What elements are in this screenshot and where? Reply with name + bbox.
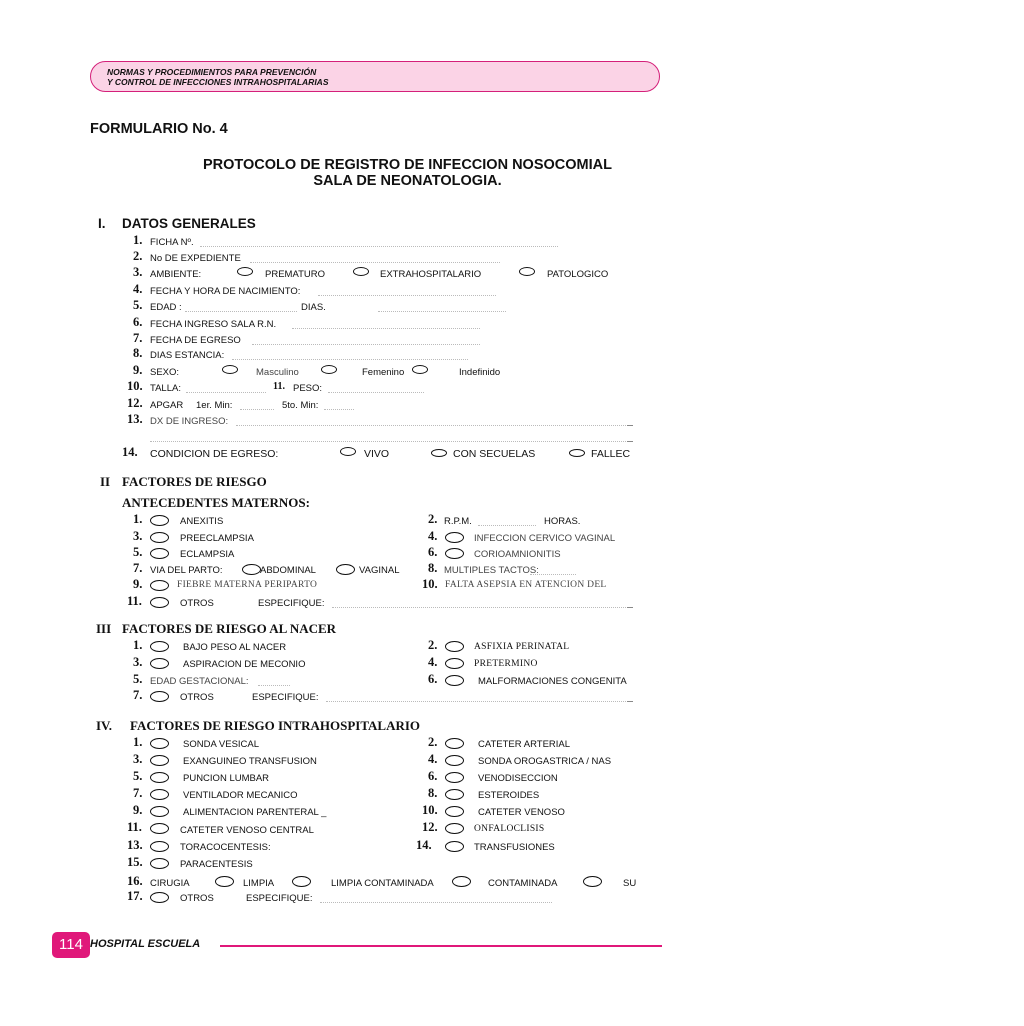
item-number: 2. (428, 735, 438, 749)
bajo-peso-label: BAJO PESO AL NACER (183, 642, 287, 653)
edad-gestacional-label: EDAD GESTACIONAL: (150, 676, 249, 687)
exanguineo-checkbox[interactable] (150, 755, 169, 766)
abdominal-label: ABDOMINAL (260, 565, 316, 576)
protocol-title-line-1: PROTOCOLO DE REGISTRO DE INFECCION NOSOCOMIAL (203, 157, 612, 173)
otros-intrahospitalario-field[interactable] (320, 902, 552, 903)
horas-label: HORAS. (544, 516, 581, 527)
section-2-subtitle: ANTECEDENTES MATERNOS: (122, 495, 310, 510)
otros-nacer-checkbox[interactable] (150, 691, 169, 702)
peso-field[interactable] (328, 392, 424, 393)
apgar-1min-field[interactable] (240, 409, 274, 410)
header-line-1: NORMAS Y PROCEDIMIENTOS PARA PREVENCIÓN (107, 67, 317, 77)
sonda-vesical-label: SONDA VESICAL (183, 739, 260, 750)
asfixia-checkbox[interactable] (445, 641, 464, 652)
item-number: 10. (127, 379, 143, 393)
pretermino-label: PRETERMINO (474, 659, 538, 669)
corioamnionitis-checkbox[interactable] (445, 548, 464, 559)
paracentesis-label: PARACENTESIS (180, 859, 253, 870)
item-number: 11. (127, 820, 142, 834)
item-number: 6. (428, 769, 438, 783)
toracocentesis-checkbox[interactable] (150, 841, 169, 852)
item-number: 9. (133, 803, 143, 817)
exanguineo-label: EXANGUINEO TRANSFUSION (183, 756, 317, 767)
section-4-title: FACTORES DE RIESGO INTRAHOSPITALARIO (130, 718, 421, 733)
dx-ingreso-field-2[interactable] (150, 441, 626, 442)
sexo-label: SEXO: (150, 367, 180, 378)
cateter-central-label: CATETER VENOSO CENTRAL (180, 825, 314, 836)
item-number: 1. (133, 735, 143, 749)
edad-label: EDAD : (150, 302, 182, 313)
fallecido-label: FALLEC (591, 448, 631, 460)
item-number: 13. (127, 838, 143, 852)
especifique-label: ESPECIFIQUE: (258, 598, 325, 609)
item-number: 1. (133, 512, 143, 526)
anexitis-checkbox[interactable] (150, 515, 169, 526)
contaminada-label: CONTAMINADA (488, 878, 558, 889)
otros-maternos-checkbox[interactable] (150, 597, 169, 608)
bajo-peso-checkbox[interactable] (150, 641, 169, 652)
venodiseccion-checkbox[interactable] (445, 772, 464, 783)
patologico-label: PATOLOGICO (547, 269, 609, 280)
vivo-radio[interactable] (340, 447, 356, 456)
corioamnionitis-label: CORIOAMNIONITIS (474, 549, 561, 560)
item-number: 5. (133, 672, 143, 686)
nacimiento-field[interactable] (318, 295, 496, 296)
estancia-label: DIAS ESTANCIA: (150, 350, 225, 361)
footer-rule (220, 945, 662, 947)
sucia-radio[interactable] (583, 876, 602, 887)
item-number: 7. (133, 561, 143, 575)
egreso-label: FECHA DE EGRESO (150, 335, 241, 346)
otros-intrahospitalario-label: OTROS (180, 893, 214, 904)
apgar-5min-field[interactable] (324, 409, 354, 410)
apgar-label: APGAR (150, 400, 184, 411)
item-number: 7. (133, 786, 143, 800)
item-number: 7. (133, 331, 143, 345)
sonda-orogastrica-checkbox[interactable] (445, 755, 464, 766)
apgar-1min-label: 1er. Min: (196, 400, 233, 411)
eclampsia-checkbox[interactable] (150, 548, 169, 559)
ficha-label: FICHA Nº. (150, 237, 194, 248)
edad-field[interactable] (185, 311, 297, 312)
eclampsia-label: ECLAMPSIA (180, 549, 235, 560)
item-number: 4. (133, 282, 143, 296)
talla-label: TALLA: (150, 383, 181, 394)
condicion-egreso-label: CONDICION DE EGRESO: (150, 448, 279, 460)
talla-field[interactable] (186, 392, 266, 393)
item-number: 14. (416, 838, 432, 852)
item-number: 9. (133, 363, 143, 377)
item-number: 3. (133, 655, 143, 669)
item-number: 1. (133, 638, 143, 652)
estancia-field[interactable] (232, 359, 468, 360)
item-number: 2. (428, 638, 438, 652)
onfaloclisis-label: ONFALOCLISIS (474, 824, 545, 834)
rpm-field[interactable] (478, 525, 536, 526)
venodiseccion-label: VENODISECCION (478, 773, 558, 784)
item-number: 1. (133, 233, 143, 247)
item-number: 13. (127, 412, 143, 426)
sucia-label: SU (623, 878, 637, 889)
femenino-radio-left[interactable] (321, 365, 337, 374)
item-number: 10. (422, 577, 438, 591)
especifique-label: ESPECIFIQUE: (252, 692, 319, 703)
multiples-tactos-field[interactable] (530, 574, 576, 575)
dx-ingreso-field[interactable] (236, 425, 626, 426)
page-number: 114 (52, 932, 90, 958)
peso-label: PESO: (293, 383, 323, 394)
asfixia-label: ASFIXIA PERINATAL (474, 642, 570, 652)
limpia-contaminada-label: LIMPIA CONTAMINADA (331, 878, 434, 889)
puncion-lumbar-checkbox[interactable] (150, 772, 169, 783)
falta-asepsia-label: FALTA ASEPSIA EN ATENCION DEL (445, 580, 607, 590)
item-number: 6. (428, 545, 438, 559)
fiebre-materna-label: FIEBRE MATERNA PERIPARTO (177, 580, 318, 590)
via-parto-label: VIA DEL PARTO: (150, 565, 223, 576)
footer-hospital-name: HOSPITAL ESCUELA (90, 938, 201, 950)
protocol-title-line-2: SALA DE NEONATOLOGIA. (313, 173, 502, 189)
ficha-field[interactable] (200, 246, 558, 247)
item-number: 4. (428, 752, 438, 766)
vaginal-label: VAGINAL (359, 565, 400, 576)
prematuro-label: PREMATURO (265, 269, 325, 280)
contaminada-radio[interactable] (452, 876, 471, 887)
item-number: 3. (133, 752, 143, 766)
section-1-title: DATOS GENERALES (122, 216, 256, 231)
item-number: 8. (428, 786, 438, 800)
dias-field[interactable] (378, 311, 506, 312)
item-number: 6. (133, 315, 143, 329)
esteroides-label: ESTEROIDES (478, 790, 540, 801)
vivo-label: VIVO (364, 448, 390, 460)
item-number: 7. (133, 688, 143, 702)
malformaciones-checkbox[interactable] (445, 675, 464, 686)
item-number: 12. (422, 820, 438, 834)
protocol-title (185, 157, 630, 189)
item-number: 3. (133, 529, 143, 543)
aspiracion-meconio-label: ASPIRACION DE MECONIO (183, 659, 306, 670)
item-number: 15. (127, 855, 143, 869)
masculino-label: Masculino (256, 367, 299, 378)
fiebre-materna-checkbox[interactable] (150, 580, 169, 591)
item-number: 5. (133, 769, 143, 783)
ingreso-field[interactable] (292, 328, 480, 329)
ambiente-label: AMBIENTE: (150, 269, 202, 280)
alimentacion-parenteral-checkbox[interactable] (150, 806, 169, 817)
alimentacion-parenteral-label: ALIMENTACION PARENTERAL _ (183, 807, 327, 818)
item-number: 8. (133, 346, 143, 360)
vaginal-radio[interactable] (336, 564, 355, 575)
edad-gestacional-field[interactable] (258, 685, 290, 686)
item-number: 10. (422, 803, 438, 817)
expediente-label: No DE EXPEDIENTE (150, 253, 241, 264)
section-4-roman: IV. (96, 718, 113, 733)
toracocentesis-label: TORACOCENTESIS: (180, 842, 271, 853)
item-number: 2. (428, 512, 438, 526)
otros-intrahospitalario-checkbox[interactable] (150, 892, 169, 903)
limpia-label: LIMPIA (243, 878, 275, 889)
transfusiones-checkbox[interactable] (445, 841, 464, 852)
con-secuelas-label: CON SECUELAS (453, 448, 536, 460)
dx-ingreso-label: DX DE INGRESO: (150, 416, 229, 427)
ingreso-label: FECHA INGRESO SALA R.N. (150, 319, 277, 330)
limpia-radio[interactable] (215, 876, 234, 887)
cateter-arterial-label: CATETER ARTERIAL (478, 739, 571, 750)
item-number: 6. (428, 672, 438, 686)
item-number: 3. (133, 265, 143, 279)
extrahospitalario-radio[interactable] (353, 267, 369, 276)
item-number: 8. (428, 561, 438, 575)
cateter-central-checkbox[interactable] (150, 823, 169, 834)
masculino-radio[interactable] (222, 365, 238, 374)
item-number: 5. (133, 298, 143, 312)
con-secuelas-radio[interactable] (431, 449, 447, 457)
indefinido-radio[interactable] (412, 365, 428, 374)
patologico-radio[interactable] (519, 267, 535, 276)
extrahospitalario-label: EXTRAHOSPITALARIO (380, 269, 482, 280)
infeccion-cervico-checkbox[interactable] (445, 532, 464, 543)
otros-nacer-field[interactable] (326, 701, 626, 702)
cateter-venoso-label: CATETER VENOSO (478, 807, 565, 818)
item-number: 16. (127, 874, 143, 888)
prematuro-radio[interactable] (237, 267, 253, 276)
rpm-label: R.P.M. (444, 516, 472, 527)
expediente-field[interactable] (250, 262, 500, 263)
section-3-roman: III (96, 621, 112, 636)
apgar-5min-label: 5to. Min: (282, 400, 319, 411)
sonda-vesical-checkbox[interactable] (150, 738, 169, 749)
section-1-roman: I. (98, 216, 106, 231)
infeccion-cervico-label: INFECCION CERVICO VAGINAL (474, 533, 616, 544)
cateter-venoso-checkbox[interactable] (445, 806, 464, 817)
pretermino-checkbox[interactable] (445, 658, 464, 669)
section-2-roman: II (100, 474, 111, 489)
dias-label: DIAS. (301, 302, 326, 313)
item-number: 11. (127, 594, 142, 608)
preeclampsia-checkbox[interactable] (150, 532, 169, 543)
puncion-lumbar-label: PUNCION LUMBAR (183, 773, 270, 784)
document-header-banner (90, 61, 660, 92)
otros-nacer-label: OTROS (180, 692, 214, 703)
sonda-orogastrica-label: SONDA OROGASTRICA / NAS (478, 756, 612, 767)
section-2-title: FACTORES DE RIESGO (122, 474, 267, 489)
item-number: 5. (133, 545, 143, 559)
indefinido-label: Indefinido (459, 367, 501, 378)
header-line-2: Y CONTROL DE INFECCIONES INTRAHOSPITALARIAS (107, 77, 329, 87)
abdominal-radio[interactable] (242, 564, 261, 575)
item-number: 4. (428, 655, 438, 669)
item-number: 2. (133, 249, 143, 263)
item-number: 12. (127, 396, 143, 410)
paracentesis-checkbox[interactable] (150, 858, 169, 869)
item-number: 17. (127, 889, 143, 903)
form-title: FORMULARIO No. 4 (90, 121, 228, 137)
item-number: 11. (273, 381, 285, 392)
limpia-contaminada-radio[interactable] (292, 876, 311, 887)
item-number: 9. (133, 577, 143, 591)
multiples-tactos-label: MULTIPLES TACTOS: (444, 565, 539, 576)
cateter-arterial-checkbox[interactable] (445, 738, 464, 749)
malformaciones-label: MALFORMACIONES CONGENITA (478, 676, 627, 687)
aspiracion-meconio-checkbox[interactable] (150, 658, 169, 669)
femenino-label: Femenino (362, 367, 405, 378)
cirugia-label: CIRUGIA (150, 878, 190, 889)
section-3-title: FACTORES DE RIESGO AL NACER (122, 621, 337, 636)
fallecido-radio[interactable] (569, 449, 585, 457)
ventilador-label: VENTILADOR MECANICO (183, 790, 298, 801)
preeclampsia-label: PREECLAMPSIA (180, 533, 254, 544)
egreso-field[interactable] (252, 344, 480, 345)
ventilador-checkbox[interactable] (150, 789, 169, 800)
item-number: 4. (428, 529, 438, 543)
onfaloclisis-checkbox[interactable] (445, 823, 464, 834)
item-number: 14. (122, 445, 138, 459)
otros-maternos-field[interactable] (332, 607, 626, 608)
especifique-label: ESPECIFIQUE: (246, 893, 313, 904)
transfusiones-label: TRANSFUSIONES (474, 842, 555, 853)
esteroides-checkbox[interactable] (445, 789, 464, 800)
nacimiento-label: FECHA Y HORA DE NACIMIENTO: (150, 286, 301, 297)
anexitis-label: ANEXITIS (180, 516, 224, 527)
otros-maternos-label: OTROS (180, 598, 214, 609)
